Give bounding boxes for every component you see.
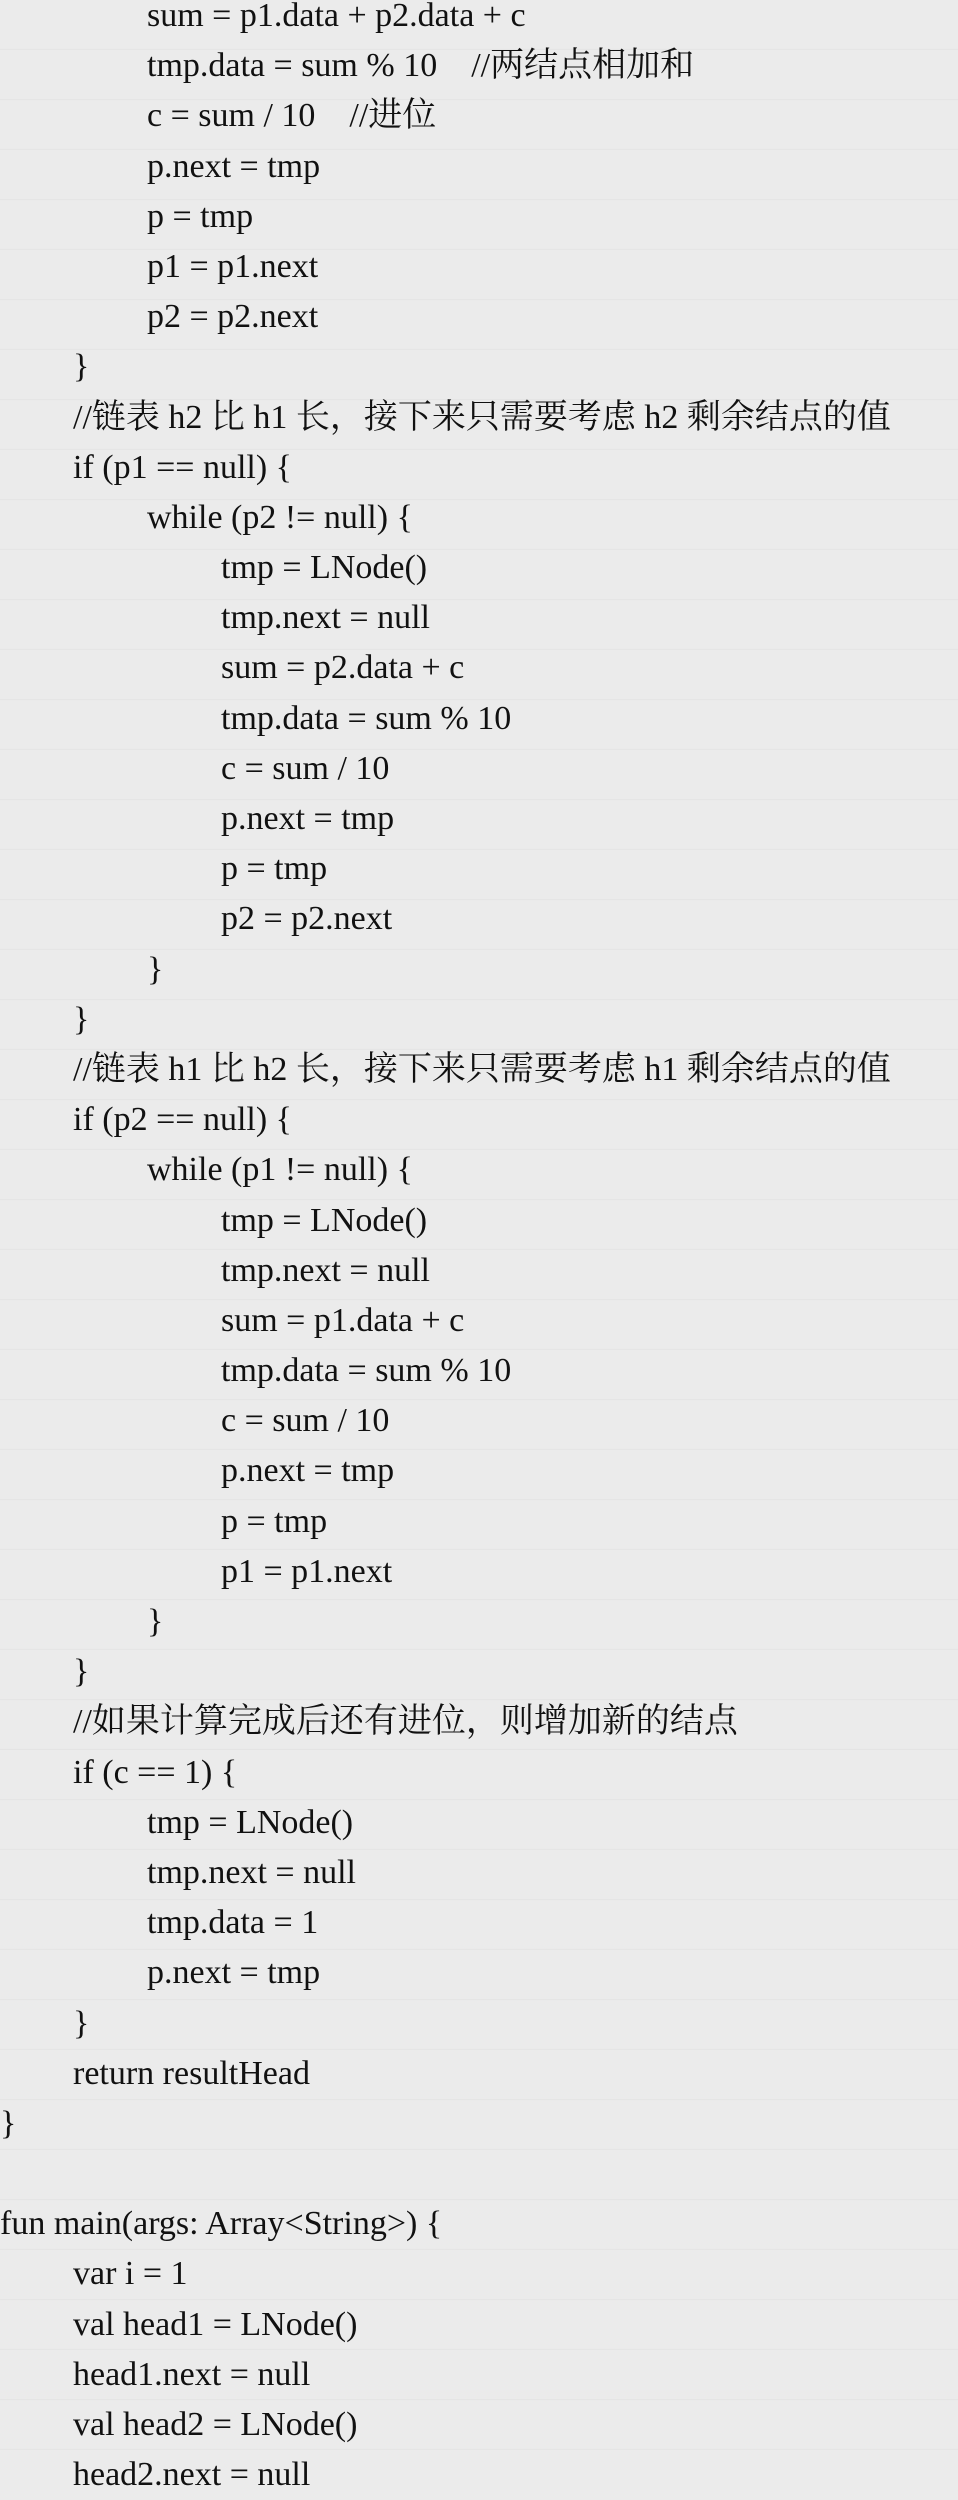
code-line-text: tmp = LNode(): [221, 1201, 428, 1239]
code-line: [0, 1798, 958, 1848]
code-line-text: val head1 = LNode(): [73, 2305, 358, 2343]
code-line: [0, 91, 958, 141]
code-line-text: }: [73, 348, 90, 386]
code-line: [0, 1898, 958, 1948]
code-line-text: }: [73, 1653, 90, 1691]
code-line-text: sum = p1.data + c: [221, 1301, 465, 1339]
code-line-text: if (p2 == null) {: [73, 1101, 292, 1139]
code-line-text: p.next = tmp: [221, 800, 395, 837]
code-line-text: p1 = p1.next: [147, 247, 319, 285]
code-line: [0, 1999, 958, 2049]
code-line: [0, 342, 958, 392]
code-line-text: }: [147, 950, 164, 988]
code-line-text: tmp.next = null: [147, 1853, 356, 1891]
code-line: [0, 844, 958, 894]
code-line: [0, 1697, 958, 1747]
code-line-text: if (p1 == null) {: [73, 448, 292, 486]
code-line-text: p.next = tmp: [147, 1954, 321, 1992]
code-line-text: tmp.data = 1: [147, 1904, 319, 1942]
code-line: [0, 694, 958, 744]
code-line-text: while (p2 != null) {: [147, 498, 413, 536]
code-line: [0, 192, 958, 242]
code-line: [0, 1547, 958, 1597]
code-line: [0, 1296, 958, 1346]
code-line-text: c = sum / 10: [221, 1402, 390, 1440]
code-line: [0, 2099, 958, 2149]
code-line: [0, 1246, 958, 1296]
code-line: [0, 1446, 958, 1496]
code-line-text: tmp.data = sum % 10: [221, 1352, 512, 1390]
code-line-text: p2 = p2.next: [147, 298, 319, 336]
code-line-text: //链表 h2 比 h1 长，接下来只需要考虑 h2 剩余结点的值: [73, 398, 891, 436]
code-line-text: sum = p1.data + p2.data + c: [147, 0, 526, 34]
code-line-text: tmp.next = null: [221, 599, 430, 637]
code-line: [0, 2249, 958, 2299]
code-line: [0, 2149, 958, 2199]
code-line: [0, 1396, 958, 1446]
code-line: [0, 1095, 958, 1145]
code-line-text: //链表 h1 比 h2 长，接下来只需要考虑 h1 剩余结点的值: [73, 1050, 891, 1088]
code-line-text: var i = 1: [73, 2255, 188, 2293]
code-line: [0, 493, 958, 543]
code-line-text: //如果计算完成后还有进位，则增加新的结点: [73, 1703, 738, 1741]
code-line-text: return resultHead: [73, 2054, 310, 2092]
code-line-text: p.next = tmp: [221, 1452, 395, 1490]
code-line-text: c = sum / 10 //进位: [147, 97, 437, 135]
code-line: [0, 0, 958, 41]
code-line-text: }: [147, 1603, 164, 1640]
code-line: [0, 2199, 958, 2249]
code-line-text: p = tmp: [221, 1502, 328, 1540]
code-line: [0, 142, 958, 192]
code-line-text: c = sum / 10: [221, 749, 390, 787]
code-line: [0, 1948, 958, 1998]
code-line-text: tmp = LNode(): [221, 549, 428, 587]
code-line: [0, 643, 958, 693]
code-line: [0, 945, 958, 995]
code-line: [0, 2350, 958, 2400]
code-line: [0, 1497, 958, 1547]
code-line: [0, 1145, 958, 1195]
code-line-text: p.next = tmp: [147, 147, 321, 185]
code-line: [0, 744, 958, 794]
code-line: [0, 995, 958, 1045]
code-line: [0, 443, 958, 493]
code-line-text: p2 = p2.next: [221, 900, 393, 938]
code-line-text: p = tmp: [147, 197, 254, 235]
code-line: [0, 393, 958, 443]
code-line-text: head1.next = null: [73, 2355, 311, 2393]
code-line: [0, 1196, 958, 1246]
code-line: [0, 2450, 958, 2500]
code-line: [0, 2300, 958, 2350]
code-line-text: tmp.data = sum % 10: [221, 699, 512, 737]
code-line-text: tmp.data = sum % 10 //两结点相加和: [147, 47, 695, 85]
code-line: [0, 292, 958, 342]
code-line-text: tmp.next = null: [221, 1251, 430, 1289]
code-line: [0, 41, 958, 91]
code-line: [0, 1597, 958, 1647]
code-line: [0, 1848, 958, 1898]
code-line: [0, 543, 958, 593]
code-line: [0, 1045, 958, 1095]
code-line-text: }: [73, 2004, 90, 2042]
code-line: [0, 593, 958, 643]
code-line-text: fun main(args: Array<String>) {: [0, 2205, 443, 2243]
code-line-text: }: [0, 2104, 17, 2142]
code-line-text: tmp = LNode(): [147, 1803, 354, 1841]
code-line-text: val head2 = LNode(): [73, 2406, 358, 2443]
code-line: [0, 242, 958, 292]
code-line-text: }: [73, 1000, 90, 1038]
code-line-text: if (c == 1) {: [73, 1753, 238, 1791]
code-line: [0, 1647, 958, 1697]
code-line: [0, 1346, 958, 1396]
code-line-text: head2.next = null: [73, 2456, 311, 2494]
code-line-text: p1 = p1.next: [221, 1552, 393, 1590]
code-line: [0, 894, 958, 944]
code-line: [0, 1748, 958, 1798]
code-line-text: sum = p2.data + c: [221, 649, 465, 687]
code-line-text: p = tmp: [221, 850, 328, 888]
code-line: [0, 2049, 958, 2099]
code-line: [0, 2400, 958, 2450]
code-line-text: while (p1 != null) {: [147, 1151, 413, 1189]
code-line: [0, 794, 958, 844]
